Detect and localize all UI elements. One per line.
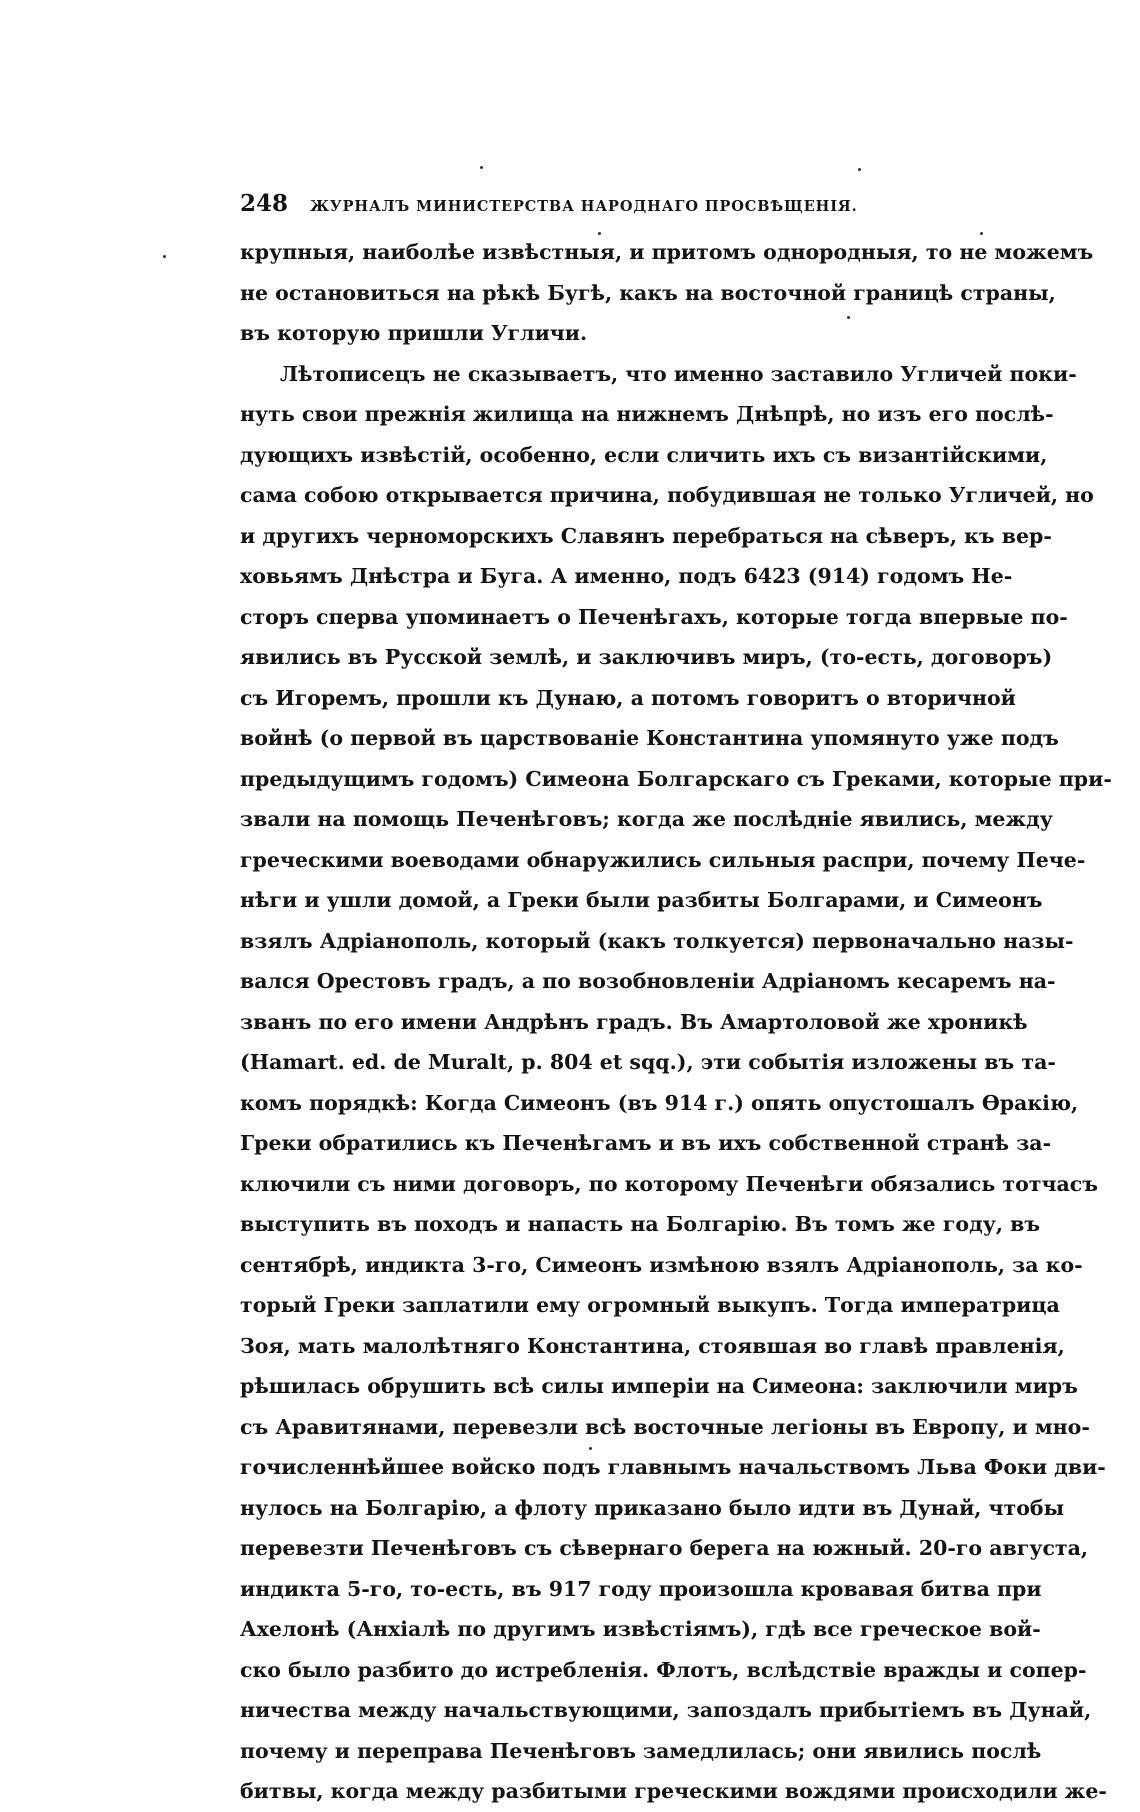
text-line: комъ порядкѣ: Когда Симеонъ (въ 914 г.) опять опустошалъ Ѳракію,	[240, 1090, 1079, 1115]
text-line: сентябрѣ, индикта 3-го, Симеонъ измѣною взялъ Адріанополь, за ко-	[240, 1252, 1083, 1277]
text-line: битвы, когда между разбитыми греческими вождями происходили же-	[240, 1779, 1107, 1803]
text-line: и другихъ черноморскихъ Славянъ перебраться на сѣверъ, къ вер-	[240, 523, 1052, 548]
text-line: ско было разбито до истребленія. Флотъ, вслѣдствіе вражды и сопер-	[240, 1657, 1087, 1682]
text-line: Лѣтописецъ не сказываетъ, что именно заставило Угличей поки-	[280, 361, 1077, 386]
text-line: ховьямъ Днѣстра и Буга. А именно, подъ 6423 (914) годомъ Не-	[240, 564, 1013, 588]
text-line: нулось на Болгарію, а флоту приказано было идти въ Дунай, чтобы	[240, 1495, 1065, 1520]
book-page	[240, 190, 1112, 1812]
text-line: рѣшилась обрушить всѣ силы имперіи на Симеона: заключили миръ	[240, 1374, 1078, 1398]
text-line: Греки обратились къ Печенѣгамъ и въ ихъ собственной странѣ за-	[240, 1131, 1052, 1155]
text-line: войнѣ (о первой въ царствованіе Константина упомянуто уже подъ	[240, 726, 1059, 750]
scan-speck	[598, 232, 601, 235]
text-line: сама собою открывается причина, побудившая не только Угличей, но	[240, 483, 1094, 507]
text-line: взялъ Адріанополь, который (какъ толкуется) первоначально назы-	[240, 928, 1074, 953]
text-line: званъ по его имени Андрѣнъ градъ. Въ Амартоловой же хроникѣ	[240, 1009, 1028, 1034]
scan-speck	[980, 232, 983, 235]
scan-speck	[163, 255, 166, 258]
text-line: съ Игоремъ, прошли къ Дунаю, а потомъ говоритъ о вторичной	[240, 685, 1016, 710]
text-line: Ахелонѣ (Анхіалѣ по другимъ извѣстіямъ), гдѣ все греческое вой-	[240, 1617, 1041, 1641]
page-header	[240, 190, 1010, 224]
text-line: звали на помощь Печенѣговъ; когда же послѣдніе явились, между	[240, 807, 1053, 831]
text-line: вался Орестовъ градъ, а по возобновленіи Адріаномъ кесаремъ на-	[240, 969, 1056, 993]
text-line: сторъ сперва упоминаетъ о Печенѣгахъ, которые тогда впервые по-	[240, 604, 1068, 629]
text-line: дующихъ извѣстій, особенно, если сличить ихъ съ византійскими,	[240, 442, 1048, 467]
text-line: выступить въ походъ и напасть на Болгарію. Въ томъ же году, въ	[240, 1212, 1041, 1236]
text-line: торый Греки заплатили ему огромный выкупъ. Тогда императрица	[240, 1293, 1060, 1317]
scan-speck	[480, 166, 483, 169]
text-line: крупныя, наиболѣе извѣстныя, и притомъ однородныя, то не можемъ	[240, 240, 1094, 264]
body-text	[240, 232, 1112, 1812]
text-line: ключили съ ними договоръ, по которому Печенѣги обязались тотчасъ	[240, 1171, 1098, 1196]
text-line: ничества между начальствующими, запоздалъ прибытіемъ въ Дунай,	[240, 1698, 1092, 1722]
text-line: не остановиться на рѣкѣ Бугѣ, какъ на восточной границѣ страны,	[240, 280, 1056, 305]
scan-speck	[847, 316, 850, 319]
running-title: ЖУРНАЛЪ МИНИСТЕРСТВА НАРОДНАГО ПРОСВѢЩЕНІЯ.	[310, 198, 858, 215]
text-line: индикта 5-го, то-есть, въ 917 году произошла кровавая битва при	[240, 1576, 1042, 1601]
text-line: явились въ Русской землѣ, и заключивъ миръ, (то-есть, договоръ)	[240, 645, 1053, 669]
text-line: (Hamart. ed. de Muralt, p. 804 et sqq.), эти событія изложены въ та-	[240, 1050, 1056, 1074]
scan-speck	[589, 1447, 592, 1450]
text-line: нуть свои прежнія жилища на нижнемъ Днѣпрѣ, но изъ его послѣ-	[240, 402, 1054, 426]
text-line: предыдущимъ годомъ) Симеона Болгарскаго съ Греками, которые при-	[240, 766, 1112, 791]
text-line: нѣги и ушли домой, а Греки были разбиты Болгарами, и Симеонъ	[240, 888, 1043, 912]
text-line: въ которую пришли Угличи.	[240, 321, 588, 345]
text-line: греческими воеводами обнаружились сильныя распри, почему Пече-	[240, 847, 1086, 872]
scan-speck	[858, 168, 861, 171]
text-line: перевезти Печенѣговъ съ сѣвернаго берега на южный. 20-го августа,	[240, 1536, 1089, 1560]
text-line: Зоя, мать малолѣтняго Константина, стоявшая во главѣ правленія,	[240, 1333, 1065, 1358]
page-number: 248	[240, 190, 289, 217]
text-line: съ Аравитянами, перевезли всѣ восточные легіоны въ Европу, и мно-	[240, 1414, 1090, 1439]
text-line: почему и переправа Печенѣговъ замедлилась; они явились послѣ	[240, 1738, 1042, 1763]
text-line: гочисленнѣйшее войско подъ главнымъ начальствомъ Льва Фоки дви-	[240, 1455, 1106, 1479]
